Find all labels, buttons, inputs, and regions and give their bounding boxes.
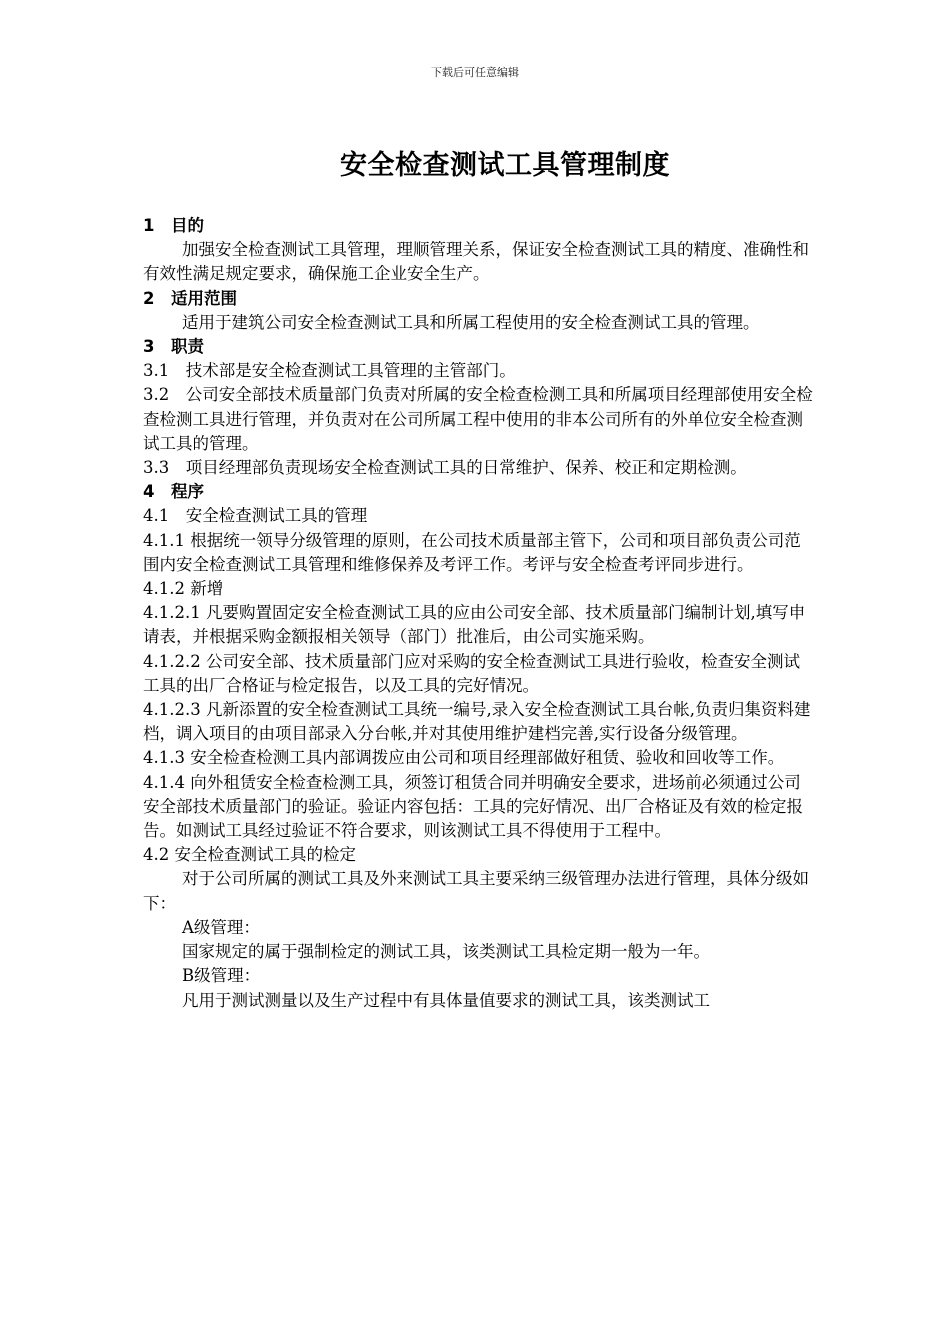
paragraph: 4.1.1 根据统一领导分级管理的原则，在公司技术质量部主管下，公司和项目部负责公司范围内安全检查测试工具管理和维修保养及考评工作。考评与安全检查考评同步进行。 [143, 530, 801, 574]
document-title: 安全检查测试工具管理制度 [340, 150, 670, 181]
paragraph: 4.1.4 向外租赁安全检查检测工具，须签订租赁合同并明确安全要求，进场前必须通过公司安全部技术质量部门的验证。验证内容包括：工具的完好情况、出厂合格证及有效的检定报告。如测试工具经过验证不符合要求，则该测试工具不得使用于工程中。 [143, 772, 803, 841]
section-heading: 3 职责 [143, 337, 204, 357]
paragraph: 对于公司所属的测试工具及外来测试工具主要采纳三级管理办法进行管理，具体分级如下： [143, 869, 809, 913]
section-heading: 1 目的 [143, 216, 204, 235]
paragraph: A级管理： [182, 917, 260, 937]
paragraph: 4.1.2 新增 [143, 579, 224, 599]
section-heading: 2 适用范围 [143, 288, 237, 308]
document-body [143, 214, 815, 1013]
paragraph: 4.1.3 安全检查检测工具内部调拨应由公司和项目经理部做好租赁、验收和回收等工作。 [143, 748, 785, 768]
paragraph: 3.2 公司安全部技术质量部门负责对所属的安全检查检测工具和所属项目经理部使用安全检查检测工具进行管理，并负责对在公司所属工程中使用的非本公司所有的外单位安全检查测试工具的管理。 [143, 385, 813, 453]
paragraph: B级管理： [182, 966, 261, 986]
paragraph: 4.1 安全检查测试工具的管理 [143, 506, 368, 526]
paragraph: 国家规定的属于强制检定的测试工具，该类测试工具检定期一般为一年。 [182, 942, 710, 962]
paragraph: 加强安全检查测试工具管理，理顺管理关系，保证安全检查测试工具的精度、准确性和有效性满足规定要求，确保施工企业安全生产。 [143, 240, 809, 284]
paragraph: 凡用于测试测量以及生产过程中有具体量值要求的测试工具，该类测试工 [182, 990, 710, 1010]
paragraph: 4.2 安全检查测试工具的检定 [143, 845, 356, 865]
section-heading: 4 程序 [143, 482, 204, 502]
paragraph: 3.3 项目经理部负责现场安全检查测试工具的日常维护、保养、校正和定期检测。 [143, 458, 747, 478]
paragraph: 4.1.2.3 凡新添置的安全检查测试工具统一编号,录入安全检查测试工具台帐,负责归集资料建档，调入项目的由项目部录入分台帐,并对其使用维护建档完善,实行设备分级管理。 [143, 700, 811, 744]
header-note: 下载后可任意编辑 [431, 66, 519, 79]
paragraph: 3.1 技术部是安全检查测试工具管理的主管部门。 [143, 361, 516, 381]
paragraph: 4.1.2.2 公司安全部、技术质量部门应对采购的安全检查测试工具进行验收，检查安全测试工具的出厂合格证与检定报告，以及工具的完好情况。 [143, 651, 800, 695]
paragraph: 适用于建筑公司安全检查测试工具和所属工程使用的安全检查测试工具的管理。 [182, 312, 760, 332]
paragraph: 4.1.2.1 凡要购置固定安全检查测试工具的应由公司安全部、技术质量部门编制计划,填写申请表，并根据采购金额报相关领导（部门）批准后，由公司实施采购。 [143, 603, 806, 647]
